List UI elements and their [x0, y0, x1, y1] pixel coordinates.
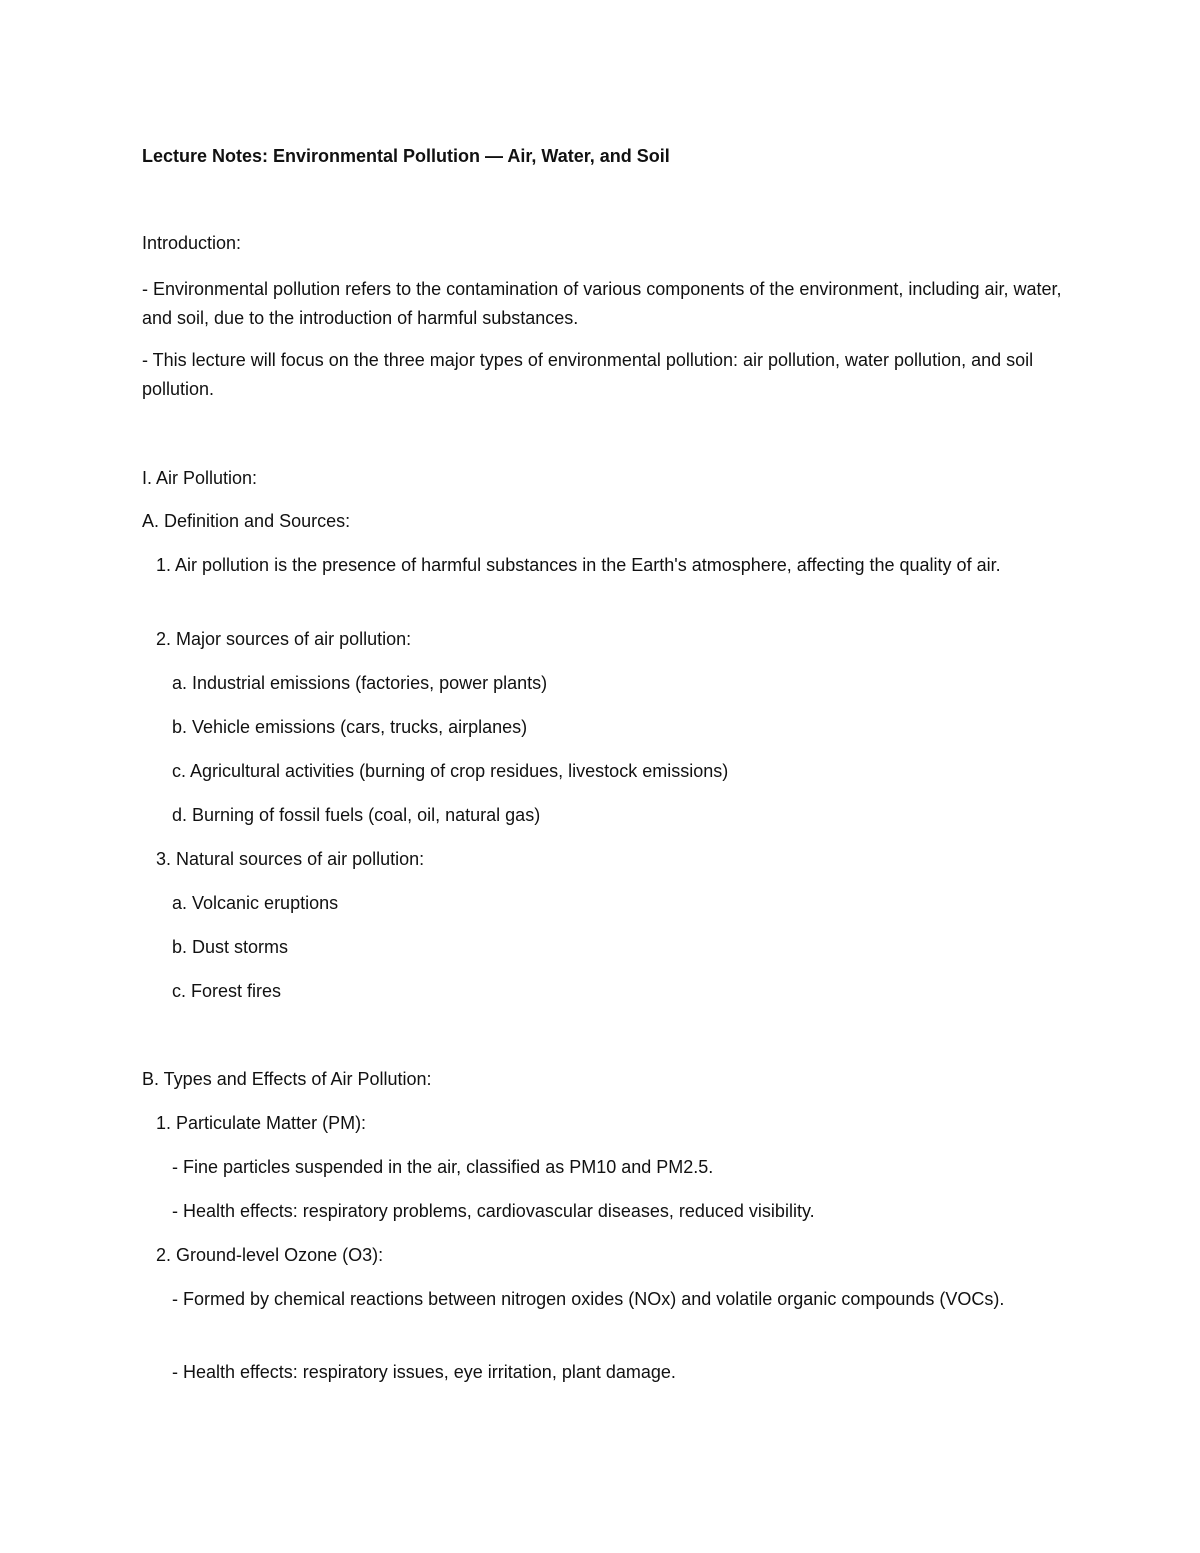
list-subitem: c. Forest fires: [172, 981, 282, 1001]
list-subitem: d. Burning of fossil fuels (coal, oil, natural gas): [172, 805, 541, 825]
list-subitem: - Fine particles suspended in the air, classified as PM10 and PM2.5.: [172, 1157, 714, 1177]
subsection-heading-definition-sources: A. Definition and Sources:: [142, 511, 351, 531]
document-title: Lecture Notes: Environmental Pollution — Air, Water, and Soil: [142, 146, 670, 166]
list-subitem: - Health effects: respiratory issues, eye irritation, plant damage.: [172, 1362, 676, 1382]
list-subitem: b. Vehicle emissions (cars, trucks, airplanes): [172, 717, 528, 737]
introduction-point: - This lecture will focus on the three major types of environmental pollution: air pollution, water pollution, and soil pollution.: [142, 350, 1034, 399]
list-subitem: - Health effects: respiratory problems, cardiovascular diseases, reduced visibility.: [172, 1201, 815, 1221]
section-heading-air-pollution: I. Air Pollution:: [142, 468, 258, 488]
introduction-point: - Environmental pollution refers to the contamination of various components of the environment, including air, water, and soil, due to the introduction of harmful substances.: [142, 279, 1062, 328]
list-subitem: b. Dust storms: [172, 937, 289, 957]
list-subitem: a. Industrial emissions (factories, power plants): [172, 673, 548, 693]
list-subitem: a. Volcanic eruptions: [172, 893, 339, 913]
list-subitem: - Formed by chemical reactions between nitrogen oxides (NOx) and volatile organic compounds (VOCs).: [172, 1289, 1005, 1309]
subsection-heading-types-effects: B. Types and Effects of Air Pollution:: [142, 1069, 432, 1089]
list-item: 1. Particulate Matter (PM):: [156, 1113, 367, 1133]
list-item: 3. Natural sources of air pollution:: [156, 849, 425, 869]
list-item: 2. Ground-level Ozone (O3):: [156, 1245, 384, 1265]
list-item: 2. Major sources of air pollution:: [156, 629, 412, 649]
list-item: 1. Air pollution is the presence of harmful substances in the Earth's atmosphere, affecting the quality of air.: [156, 555, 1001, 575]
list-subitem: c. Agricultural activities (burning of crop residues, livestock emissions): [172, 761, 729, 781]
introduction-heading: Introduction:: [142, 233, 242, 253]
